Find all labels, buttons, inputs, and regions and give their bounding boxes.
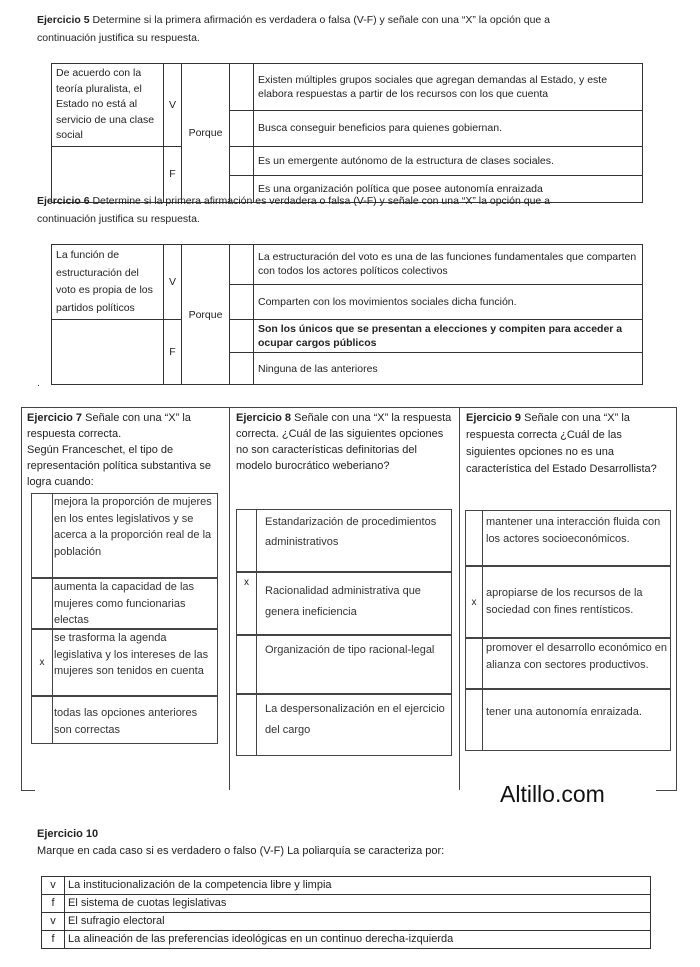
ex5-option-4: Es una organización política que posee autonomía enraizada: [254, 175, 643, 202]
ex10-header: [37, 826, 444, 860]
ex5-mark-1[interactable]: [230, 64, 254, 111]
ex9-option-2-text: apropiarse de los recursos de la sociedad con fines rentísticos.: [486, 587, 643, 616]
ex6-mark-4[interactable]: [230, 353, 254, 385]
ex5-instruction: [37, 11, 677, 47]
ex10-title: Ejercicio 10: [37, 828, 99, 840]
ex8-header: [236, 410, 452, 474]
frame-top-border: [21, 407, 677, 408]
ex10-row-4-text: La alineación de las preferencias ideológicas en un continuo derecha-izquierda: [65, 931, 651, 949]
ex8-instruction: Señale con una “X” la respuesta correcta. ¿Cuál de las siguientes opciones no son características definitorias del modelo burocrático weberiano?: [236, 412, 452, 472]
ex7-option-2-text: aumenta la capacidad de las mujeres como funcionarias electas: [54, 581, 195, 626]
ex10-instruction: Marque en cada caso si es verdadero o falso (V-F) La poliarquía se caracteriza por:: [37, 845, 445, 857]
ex9-header: [466, 410, 671, 478]
ex5-statement: De acuerdo con la teoría pluralista, el Estado no está al servicio de una clase social: [52, 64, 164, 147]
ex6-instruction-text2: continuación justifica su respuesta.: [37, 213, 200, 225]
ex5-mark-2[interactable]: [230, 111, 254, 146]
ex7-option-1[interactable]: [31, 493, 218, 578]
ex5-instruction-text: Determine si la primera afirmación es verdadera o falsa (V-F) y señale con una “X” la opción que a: [92, 14, 551, 26]
frame-divider-1: [229, 407, 230, 790]
ex10-row-3-text: El sufragio electoral: [65, 913, 651, 931]
ex5-table: [51, 63, 643, 203]
ex6-option-1: La estructuración del voto es una de las funciones fundamentales que comparten con todos los actores políticos colectivos: [254, 245, 643, 285]
ex6-statement-lower: [52, 320, 164, 385]
ex5-f-label: F: [164, 146, 182, 202]
ex8-option-4[interactable]: [236, 694, 452, 756]
watermark-logo: Altillo.com: [500, 781, 605, 807]
ex5-title: Ejercicio 5: [37, 14, 90, 26]
ex7-mark-2[interactable]: [32, 579, 53, 628]
frame-bottom-left: [21, 790, 35, 791]
frame-right-border: [676, 407, 677, 790]
ex9-option-4-text: tener una autonomía enraizada.: [486, 706, 642, 718]
ex5-mark-3[interactable]: [230, 146, 254, 175]
ex8-option-1[interactable]: [236, 509, 452, 572]
ex9-mark-2[interactable]: x: [466, 567, 483, 637]
stray-dot: .: [37, 378, 40, 389]
ex9-option-2[interactable]: [465, 566, 671, 638]
frame-left-border: [21, 407, 22, 790]
ex6-option-3: Son los únicos que se presentan a elecciones y compiten para acceder a ocupar cargos públicos: [254, 320, 643, 353]
ex9-mark-3[interactable]: [466, 639, 483, 688]
ex6-mark-2[interactable]: [230, 284, 254, 319]
ex6-title: Ejercicio 6: [37, 195, 90, 207]
ex9-mark-4[interactable]: [466, 690, 483, 750]
ex8-mark-3[interactable]: [237, 636, 257, 693]
frame-bottom-right: [656, 790, 677, 791]
ex8-option-3-text: Organización de tipo racional-legal: [265, 644, 435, 656]
ex9-option-1-text: mantener una interacción fluida con los actores socioeconómicos.: [486, 516, 661, 545]
ex8-mark-4[interactable]: [237, 695, 257, 755]
ex10-row-1-text: La institucionalización de la competencia libre y limpia: [65, 877, 651, 895]
ex7-header: [27, 410, 227, 490]
ex5-porque: Porque: [182, 64, 230, 203]
ex7-instruction: Señale con una “X” la respuesta correcta.: [27, 412, 191, 440]
ex5-instruction-text2: continuación justifica su respuesta.: [37, 32, 200, 44]
ex8-mark-1[interactable]: [237, 510, 257, 571]
ex7-title: Ejercicio 7: [27, 412, 83, 424]
ex6-f-label: F: [164, 320, 182, 385]
ex9-title: Ejercicio 9: [466, 412, 522, 424]
ex7-option-3[interactable]: [31, 629, 218, 696]
ex8-option-2-text: Racionalidad administrativa que genera ineficiencia: [265, 585, 421, 618]
ex10-row-2-text: El sistema de cuotas legislativas: [65, 895, 651, 913]
ex7-mark-4[interactable]: [32, 697, 53, 743]
ex9-option-3-text: promover el desarrollo económico en alianza con sectores productivos.: [486, 642, 667, 671]
ex7-mark-1[interactable]: [32, 494, 53, 577]
ex7-option-3-text: se trasforma la agenda legislativa y los intereses de las mujeres son tenidos en cuenta: [54, 632, 209, 677]
ex6-statement: La función de estructuración del voto es propia de los partidos políticos: [52, 245, 164, 320]
ex10-table: [41, 876, 651, 949]
ex6-table: [51, 244, 643, 385]
ex6-instruction: [37, 192, 677, 228]
ex8-option-1-text: Estandarización de procedimientos administrativos: [265, 516, 437, 548]
ex7-question: Según Franceschet, el tipo de representación política substantiva se logra cuando:: [27, 444, 212, 488]
ex8-option-3[interactable]: [236, 635, 452, 694]
ex8-option-4-text: La despersonalización en el ejercicio del cargo: [265, 703, 445, 736]
ex6-mark-1[interactable]: [230, 245, 254, 285]
ex6-option-2: Comparten con los movimientos sociales dicha función.: [254, 284, 643, 319]
ex5-option-2: Busca conseguir beneficios para quienes gobiernan.: [254, 111, 643, 146]
ex9-mark-1[interactable]: [466, 511, 483, 565]
ex6-mark-3[interactable]: [230, 320, 254, 353]
ex6-v-label: V: [164, 245, 182, 320]
ex7-mark-3[interactable]: x: [32, 630, 53, 695]
ex9-instruction: Señale con una “X” la respuesta correcta ¿Cuál de las siguientes opciones no es una característica del Estado Desarrollista?: [466, 412, 657, 475]
ex7-option-1-text: mejora la proporción de mujeres en los entes legislativos y se acerca a la proporción real de la población: [54, 496, 212, 558]
ex10-mark-3[interactable]: v: [42, 913, 65, 931]
ex7-option-4-text: todas las opciones anteriores son correctas: [54, 707, 198, 736]
ex5-option-3: Es un emergente autónomo de la estructura de clases sociales.: [254, 146, 643, 175]
ex6-instruction-text: Determine si la primera afirmación es verdadera o falsa (V-F) y señale con una “X” la opción que a: [92, 195, 551, 207]
ex5-option-1: Existen múltiples grupos sociales que agregan demandas al Estado, y este elabora respuestas a partir de los recursos con los que cuenta: [254, 64, 643, 111]
ex9-option-3[interactable]: [465, 638, 671, 689]
ex10-mark-2[interactable]: f: [42, 895, 65, 913]
ex7-option-2[interactable]: [31, 578, 218, 629]
ex8-option-2[interactable]: [236, 572, 452, 635]
ex10-mark-1[interactable]: v: [42, 877, 65, 895]
ex5-v-label: V: [164, 64, 182, 147]
ex9-option-1[interactable]: [465, 510, 671, 566]
ex6-option-4: Ninguna de las anteriores: [254, 353, 643, 385]
ex10-mark-4[interactable]: f: [42, 931, 65, 949]
ex9-option-4[interactable]: [465, 689, 671, 751]
ex7-option-4[interactable]: [31, 696, 218, 744]
frame-divider-2: [459, 407, 460, 790]
ex8-title: Ejercicio 8: [236, 412, 292, 424]
ex8-mark-2[interactable]: x: [237, 573, 257, 634]
ex6-porque: Porque: [182, 245, 230, 385]
